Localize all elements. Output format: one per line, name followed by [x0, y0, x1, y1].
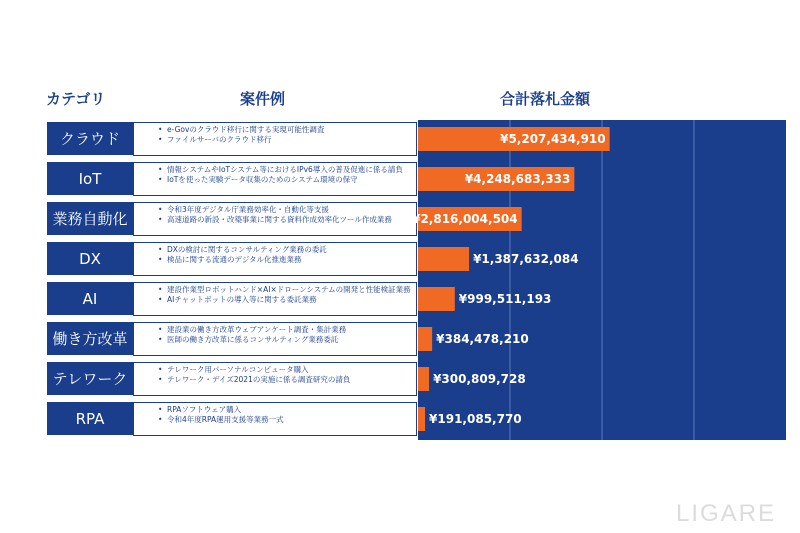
ligare-logo: LIGARE: [676, 500, 777, 527]
example-item: • ファイルサーバのクラウド移行: [158, 135, 412, 145]
amount-header: 合計落札金額: [500, 90, 591, 108]
bar: [418, 287, 455, 311]
example-item: • 情報システムやIoTシステム等におけるIPv6導入の普及促進に係る請負: [158, 165, 412, 175]
category-cell: RPA: [47, 402, 133, 436]
bar-value-label: ¥2,816,004,504: [412, 212, 518, 226]
bar: [418, 327, 432, 351]
example-item: • 高速道路の新設・改築事業に関する資料作成効率化ツール作成業務: [158, 215, 412, 225]
bar-value-label: ¥999,511,193: [458, 292, 552, 306]
bar: [418, 247, 469, 271]
category-cell: IoT: [47, 162, 133, 196]
category-cell: 業務自動化: [47, 202, 133, 236]
category-cell: 働き方改革: [47, 322, 133, 356]
category-cell: AI: [47, 282, 133, 316]
example-item: • テレワーク用パーソナルコンピュータ購入: [158, 365, 412, 375]
example-item: • 建設業の働き方改革ウェブアンケート調査・集計業務: [158, 325, 412, 335]
example-item: • RPAソフトウェア購入: [158, 405, 412, 415]
example-item: • 令和4年度RPA運用支援等業務一式: [158, 415, 412, 425]
example-item: • e-Govのクラウド移行に関する実現可能性調査: [158, 125, 412, 135]
example-item: • DXの検討に関するコンサルティング業務の委託: [158, 245, 412, 255]
bar-value-label: ¥384,478,210: [436, 332, 529, 346]
example-item: • AIチャットボットの導入等に関する委託業務: [158, 295, 412, 305]
bar: [418, 367, 429, 391]
example-item: • IoTを使った実験データ収集のためのシステム環境の保守: [158, 175, 412, 185]
category-cell: クラウド: [47, 122, 133, 156]
category-cell: DX: [47, 242, 133, 276]
category-cell: テレワーク: [47, 362, 133, 396]
category-header: カテゴリ: [46, 90, 106, 108]
example-item: • 建設作業型ロボットハンド×AI×ドローンシステムの開発と性能検証業務: [158, 285, 412, 295]
bar-value-label: ¥191,085,770: [429, 412, 522, 426]
examples-header: 案件例: [240, 90, 286, 108]
bar-value-label: ¥4,248,683,333: [464, 172, 571, 186]
bar: [418, 407, 425, 431]
example-item: • テレワーク・デイズ2021の実施に係る調査研究の請負: [158, 375, 412, 385]
example-item: • 検品に関する流通のデジタル化推進業務: [158, 255, 412, 265]
bar-value-label: ¥300,809,728: [433, 372, 526, 386]
bar-value-label: ¥1,387,632,084: [473, 252, 579, 266]
example-item: • 令和3年度デジタル庁業務効率化・自動化等支援: [158, 205, 412, 215]
bar-value-label: ¥5,207,434,910: [500, 132, 606, 146]
example-item: • 医師の働き方改革に係るコンサルティング業務委託: [158, 335, 412, 345]
